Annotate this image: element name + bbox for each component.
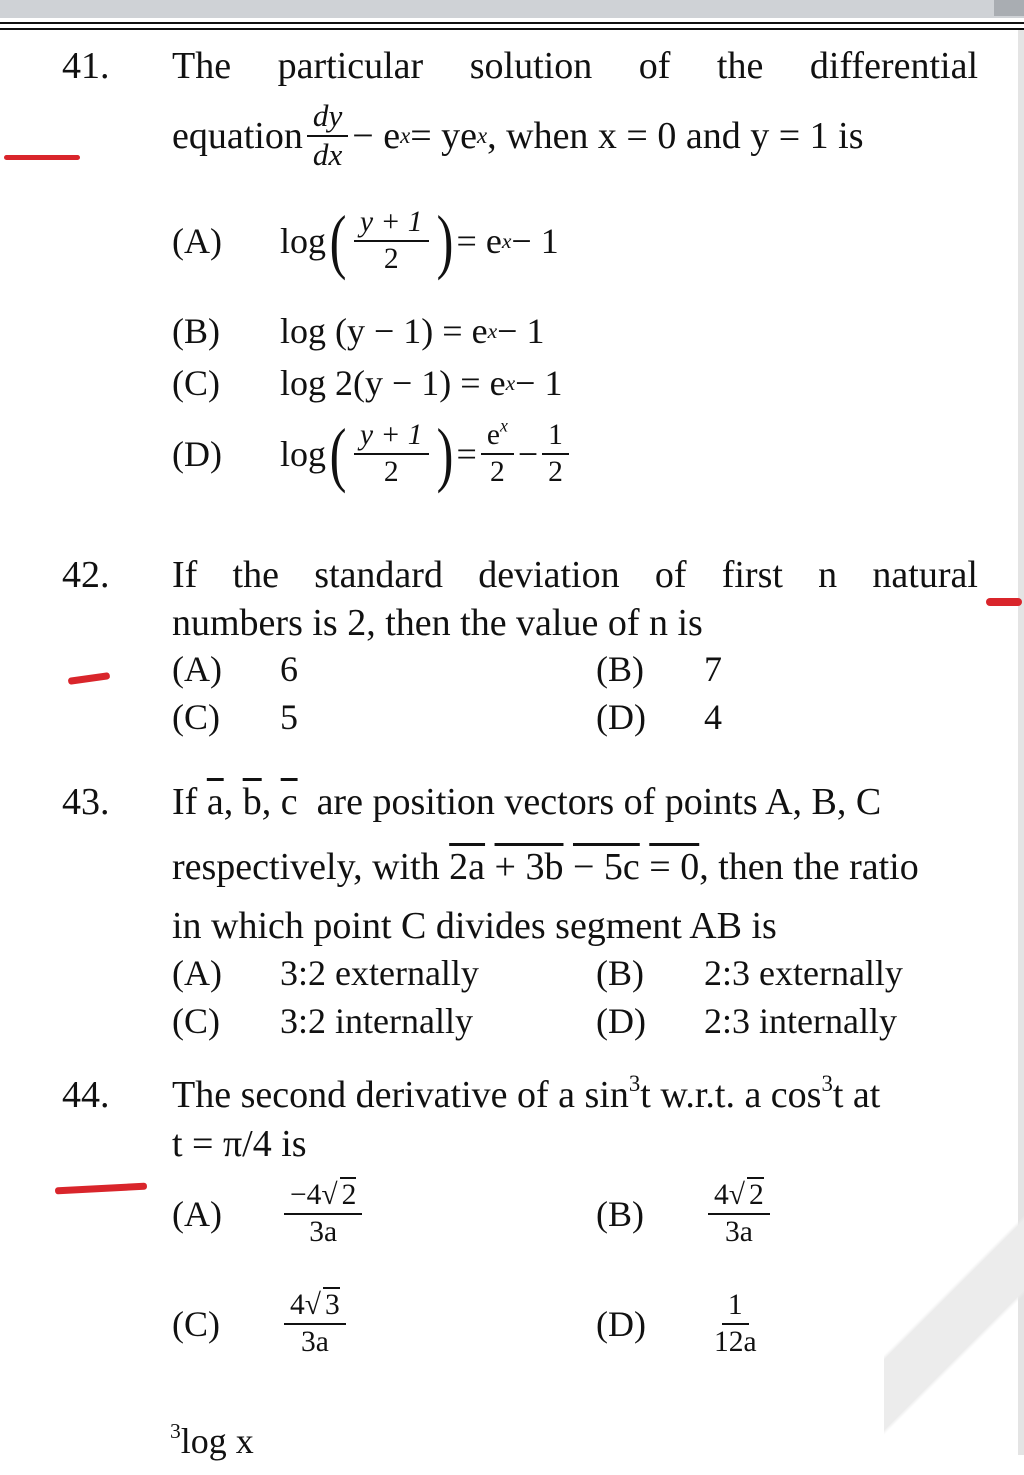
page-shadow [884,1155,1024,1475]
option-label: (B) [172,311,220,351]
term: 2a [449,846,486,888]
fraction [708,1290,763,1358]
option-text: = [456,434,477,474]
numerator: dy [307,100,348,137]
exponent: 3 [628,1071,641,1097]
option-a[interactable] [172,952,479,994]
radicand: 3 [324,1289,340,1321]
pen-mark-q41 [4,155,80,160]
option-text: log (y − 1) = e [280,311,488,351]
option-label: (C) [172,1303,220,1344]
text: log x [180,1421,254,1461]
term: − 5c [572,846,640,888]
option-text: 2:3 internally [704,1001,897,1041]
word: If [172,554,198,596]
option-label: (D) [596,697,646,737]
text: , then the ratio [699,846,919,888]
numerator: y + 1 [354,207,429,242]
fraction: $\frac{e^x}{2}$ [481,420,514,488]
option-d[interactable] [596,1290,767,1358]
numerator: 1 [722,1290,749,1325]
denominator: 2 [383,456,399,488]
text: equation [172,114,303,157]
term: + 3b [494,846,564,888]
word: natural [872,554,978,596]
denominator: dx [312,136,343,172]
question-text-line-2: numbers is 2, then the value of n is [172,602,703,644]
question-text-line-2: equation $\frac{dy}{dx}$ − e x = ye x , when x = 0 and y = 1 is [172,98,864,172]
numerator: e [486,419,500,452]
option-text: 3:2 externally [280,953,479,993]
text: t w.r.t. a cos [640,1074,822,1116]
text: If [172,781,198,823]
numerator: y + 1 [354,420,429,455]
text: t at [832,1074,881,1116]
header-rule-2 [0,28,1024,30]
option-text: − 1 [511,221,559,261]
fraction [354,420,429,488]
question-number: 42. [62,554,110,596]
text: = ye [410,114,477,157]
word: the [232,554,279,596]
top-right-corner [994,0,1024,16]
option-text: 7 [704,649,722,689]
word: particular [277,45,424,87]
pen-mark-q42-right [986,598,1022,606]
word: first [721,554,783,596]
option-label: (B) [596,953,644,993]
denominator: 3a [300,1325,329,1358]
option-c[interactable]: (C) log 2(y − 1) = e x − 1 [172,363,563,403]
word: differential [809,45,978,87]
option-text: 5 [280,697,298,737]
option-text: − 1 [497,311,545,351]
option-b[interactable]: (B) log (y − 1) = e x − 1 [172,311,545,351]
radicand: 2 [748,1179,764,1211]
option-label: (C) [172,363,220,403]
question-text-line-1: If $\overline{a}$, $\overline{b}$, $\overline{c}$ are position vectors of points A, B, C [172,781,882,823]
fraction [354,207,429,275]
word: The [172,45,232,87]
option-text: − [517,434,539,474]
numerator: −4 [290,1179,322,1211]
option-d[interactable] [596,696,722,738]
header-rule [0,22,1024,24]
vector-a: $\overline{a}$ [206,781,224,823]
pen-mark-q42 [68,672,111,685]
option-text: 4 [704,697,722,737]
option-a[interactable] [172,648,298,690]
word: of [654,554,687,596]
question-text-line-1 [172,44,978,88]
question-text-line-2: t = π/4 is [172,1123,307,1165]
option-c[interactable] [172,1290,350,1358]
numerator: 4 [290,1289,305,1321]
exponent: 3 [821,1071,833,1097]
option-label: (C) [172,1001,220,1041]
denominator: 2 [489,456,505,488]
fraction [542,420,569,488]
option-label: (D) [596,1001,646,1041]
option-text: = e [456,221,502,261]
word: deviation [478,554,620,596]
pen-mark-q44 [55,1183,147,1195]
option-label: (A) [172,649,222,689]
word: solution [469,45,593,87]
fraction: $\frac{4√ 3}{3a}$ [284,1290,346,1358]
question-number: 41. [62,45,110,87]
question-text-line-2 [172,845,919,889]
option-label: (C) [172,697,220,737]
question-text-line-1 [172,1073,880,1117]
option-label: (B) [596,1193,644,1234]
denominator: 12a [714,1325,757,1358]
numerator: 1 [542,420,569,455]
question-text-line-1 [172,553,978,597]
option-label: (B) [596,649,644,689]
text: are position vectors of points A, B, C [316,781,882,823]
denominator: 3a [724,1215,753,1248]
exponent: 3 [170,1418,181,1443]
option-a[interactable] [172,1180,366,1248]
vector-c: $\overline{c}$ [280,781,298,823]
option-text: 3:2 internally [280,1001,473,1041]
option-d[interactable]: (D) log ( $\frac{y + 1}{2}$ ) = $\frac{e^x}{2}$ − $\frac{1}{2}$ [172,418,573,490]
question-number: 44. [62,1074,110,1116]
fraction: $\frac{-4√ 2}{3a}$ [284,1180,362,1248]
option-d[interactable] [596,1000,897,1042]
option-label: (A) [172,221,222,261]
vector-b: $\overline{b}$ [242,781,262,823]
option-text: log 2(y − 1) = e [280,363,506,403]
text: − e [352,114,401,157]
term: = 0 [649,846,700,888]
text: The second derivative of a sin [172,1074,629,1116]
cutoff-next-question [170,1420,254,1462]
option-text: 6 [280,649,298,689]
option-b[interactable] [596,952,903,994]
option-label: (D) [172,434,222,474]
word: standard [314,554,443,596]
top-band [0,0,1024,18]
denominator: 3a [309,1215,338,1248]
fraction: $\frac{4√ 2}{3a}$ [708,1180,770,1248]
option-text: log [280,221,327,261]
option-text: 2:3 externally [704,953,903,993]
option-a[interactable]: (A) log ( $\frac{y + 1}{2}$ ) = e x − 1 [172,201,559,281]
option-text: log [280,434,327,474]
numerator: 4 [714,1179,729,1211]
option-text: − 1 [515,363,563,403]
denominator: 2 [383,243,399,275]
option-c[interactable] [172,1000,473,1042]
text: , when x = 0 and y = 1 is [487,114,864,157]
option-b[interactable] [596,1180,774,1248]
question-number: 43. [62,781,110,823]
word: n [818,554,838,596]
option-b[interactable] [596,648,722,690]
denominator: 2 [548,456,563,488]
word: the [716,45,764,87]
radicand: 2 [341,1179,357,1211]
question-text-line-3: in which point C divides segment AB is [172,905,777,947]
option-c[interactable] [172,696,298,738]
option-label: (D) [596,1303,646,1344]
option-label: (A) [172,1193,222,1234]
text: respectively, with [172,846,440,888]
fraction-dy-dx [307,100,348,171]
option-label: (A) [172,953,222,993]
word: of [638,45,671,87]
